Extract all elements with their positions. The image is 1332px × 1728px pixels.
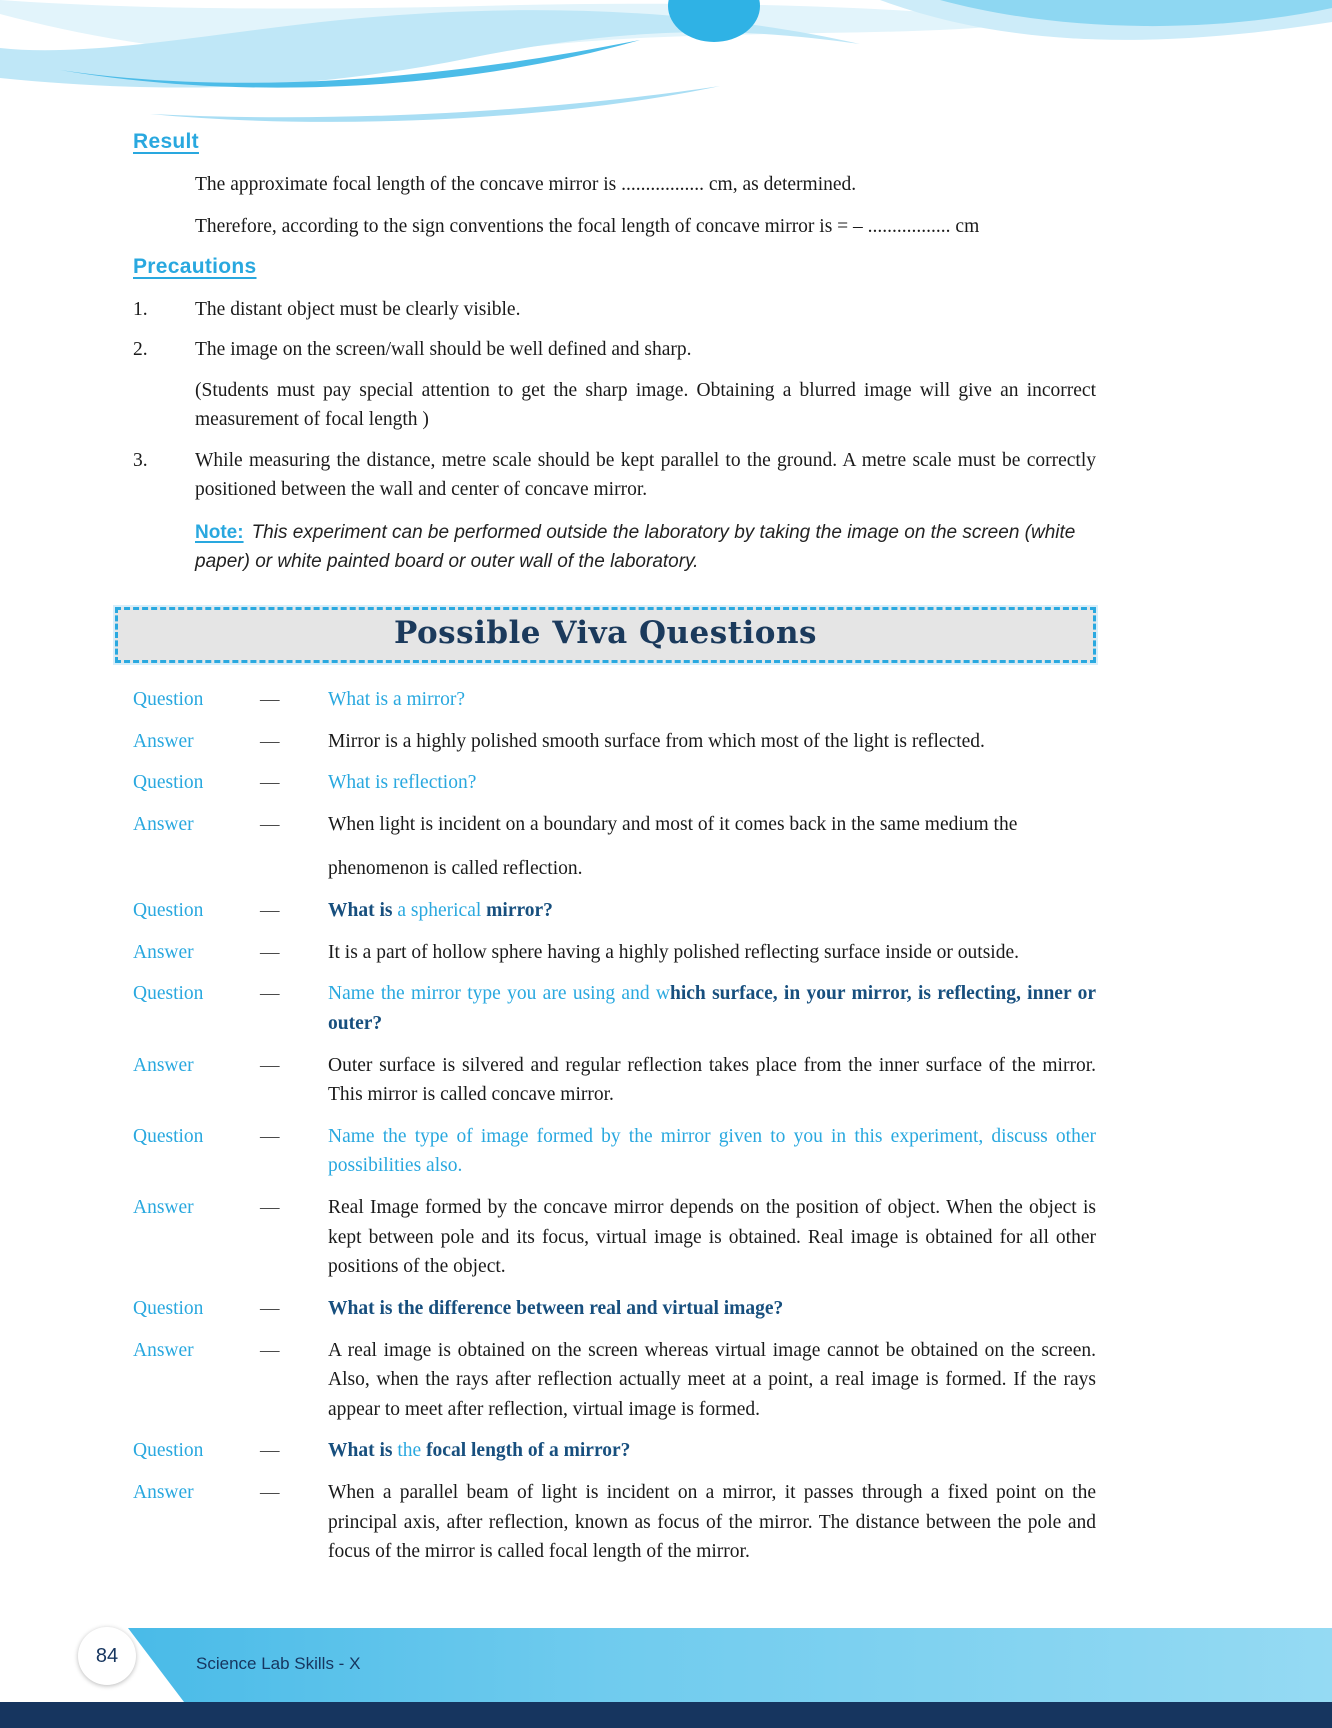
qa-row-question (133, 768, 1096, 798)
question-label: Question (133, 983, 204, 1005)
footer-navy-strip (0, 1702, 1332, 1728)
question-label: Question (133, 688, 204, 710)
viva-qa-list (133, 685, 1096, 1567)
qa-dash: — (260, 900, 280, 921)
precaution-item (133, 295, 1096, 324)
viva-banner-title: Possible Viva Questions (394, 614, 817, 651)
answer-label: Answer (133, 1197, 194, 1218)
answer-label: Answer (133, 813, 194, 835)
answer-text: A real image is obtained on the screen whereas virtual image cannot be obtained on the screen. Also, when the rays after reflection actually meet at a point, a real image is formed. If the rays appear to meet after reflection, virtual image is formed. (328, 1339, 1096, 1420)
qa-dash: — (260, 983, 280, 1005)
qa-dash: — (260, 813, 280, 835)
result-line: Therefore, according to the sign conventions the focal length of concave mirror is = – ................. cm (195, 216, 980, 238)
result-line: The approximate focal length of the concave mirror is ................. cm, as determined. (195, 174, 857, 195)
note-text: This experiment can be performed outside the laboratory by taking the image on the screen (white paper) or white painted board or outer wall of the laboratory. (195, 522, 1076, 573)
precautions-heading: Precautions (133, 254, 257, 278)
question-label: Question (133, 900, 204, 921)
precaution-number: 2. (133, 338, 148, 360)
qa-row-question (133, 979, 1096, 1038)
header-wave-decoration (0, 0, 1332, 132)
viva-banner (115, 607, 1096, 663)
question-text: Name the mirror type you are using and which surface, in your mirror, is reflecting, inner or outer? (328, 983, 1096, 1034)
qa-row-answer (133, 1336, 1096, 1425)
precautions-list (133, 295, 1096, 505)
qa-dash: — (260, 1125, 280, 1147)
precaution-text: The distant object must be clearly visible. (195, 298, 521, 320)
question-label: Question (133, 1125, 204, 1147)
question-text: Name the type of image formed by the mirror given to you in this experiment, discuss other possibilities also. (328, 1125, 1096, 1177)
qa-row-question (133, 896, 1096, 926)
precaution-number: 1. (133, 298, 148, 320)
precaution-number: 3. (133, 449, 148, 471)
qa-dash: — (260, 1440, 280, 1462)
page-number-badge: 84 (78, 1627, 136, 1685)
qa-dash: — (260, 1297, 280, 1319)
page-content (133, 126, 1096, 1579)
qa-row-question (133, 685, 1096, 715)
answer-label: Answer (133, 1482, 194, 1503)
qa-dash: — (260, 941, 280, 963)
note (195, 518, 1096, 577)
qa-dash: — (260, 1197, 280, 1218)
qa-dash: — (260, 1339, 280, 1361)
qa-row-question (133, 1436, 1096, 1466)
qa-dash: — (260, 1482, 280, 1503)
qa-row-question (133, 1294, 1096, 1324)
question-text: What is reflection? (328, 772, 477, 794)
answer-text: Mirror is a highly polished smooth surface from which most of the light is reflected. (328, 730, 985, 752)
question-text: What is a spherical mirror? (328, 900, 553, 921)
precaution-item (133, 335, 1096, 435)
precaution-text: The image on the screen/wall should be well defined and sharp. (Students must pay special attention to get the sharp image. Obtaining a blurred image will give an incorrect measurement of focal length ) (195, 338, 1096, 431)
answer-text: Real Image formed by the concave mirror depends on the position of object. When the object is kept between pole and its focus, virtual image is obtained. Real image is obtained for all other positions of the object. (328, 1197, 1096, 1278)
answer-text: When light is incident on a boundary and most of it comes back in the same medium the phenomenon is called reflection. (328, 813, 1018, 880)
question-label: Question (133, 1440, 204, 1462)
question-text: What is the difference between real and virtual image? (328, 1297, 784, 1319)
question-text: What is the focal length of a mirror? (328, 1440, 631, 1462)
qa-row-answer (133, 938, 1096, 968)
qa-row-answer (133, 727, 1096, 757)
precaution-item (133, 446, 1096, 505)
qa-dash: — (260, 730, 280, 752)
note-label: Note: (195, 522, 244, 543)
answer-text: It is a part of hollow sphere having a highly polished reflecting surface inside or outside. (328, 941, 1019, 963)
qa-row-question (133, 1122, 1096, 1181)
qa-row-answer (133, 1051, 1096, 1110)
qa-row-answer (133, 1478, 1096, 1567)
qa-dash: — (260, 1054, 280, 1076)
qa-dash: — (260, 772, 280, 794)
footer-book-title: Science Lab Skills - X (196, 1654, 361, 1673)
question-label: Question (133, 1297, 204, 1319)
qa-dash: — (260, 688, 280, 710)
answer-label: Answer (133, 1054, 194, 1076)
answer-text: When a parallel beam of light is incident on a mirror, it passes through a fixed point on the principal axis, after reflection, known as focus of the mirror. The distance between the pole and focus of the mirror is called focal length of the mirror. (328, 1482, 1096, 1563)
answer-text: Outer surface is silvered and regular reflection takes place from the inner surface of the mirror. This mirror is called concave mirror. (328, 1054, 1096, 1106)
precaution-text: While measuring the distance, metre scale should be kept parallel to the ground. A metre scale must be correctly positioned between the wall and center of concave mirror. (195, 449, 1096, 500)
qa-row-answer (133, 810, 1096, 884)
question-text: What is a mirror? (328, 688, 465, 710)
answer-label: Answer (133, 730, 194, 752)
qa-row-answer (133, 1193, 1096, 1282)
answer-label: Answer (133, 941, 194, 963)
result-heading: Result (133, 130, 199, 153)
result-lines (133, 170, 1096, 242)
answer-label: Answer (133, 1339, 194, 1361)
question-label: Question (133, 772, 204, 794)
